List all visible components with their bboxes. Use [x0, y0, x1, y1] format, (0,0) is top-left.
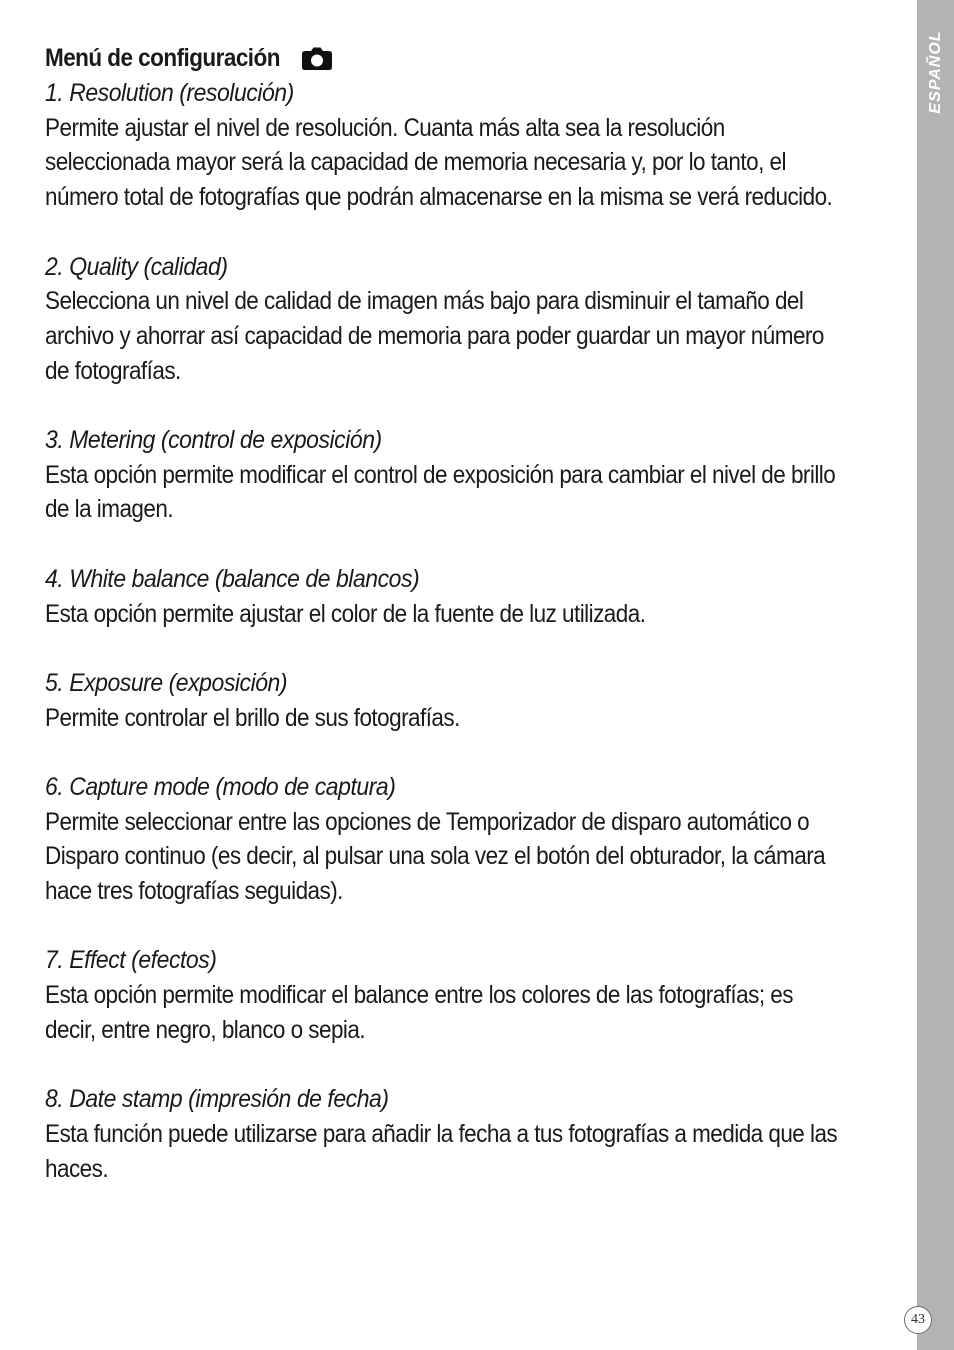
- settings-section: [45, 943, 910, 1047]
- body-line: Disparo continuo (es decir, al pulsar una sola vez el botón del obturador, la cámara: [45, 842, 826, 871]
- page-number: 43: [904, 1306, 932, 1334]
- section-heading: 4. White balance (balance de blancos): [45, 564, 420, 593]
- page-content: [45, 40, 910, 1221]
- body-line: hace tres fotografías seguidas).: [45, 877, 343, 906]
- body-line: número total de fotografías que podrán almacenarse en la misma se verá reducido.: [45, 183, 833, 212]
- title-row: [45, 40, 910, 76]
- body-line: archivo y ahorrar así capacidad de memoria para poder guardar un mayor número: [45, 321, 824, 350]
- body-line: haces.: [45, 1154, 109, 1183]
- settings-list: [45, 76, 910, 1186]
- body-line: Esta función puede utilizarse para añadir la fecha a tus fotografías a medida que las: [45, 1119, 838, 1148]
- section-body: [45, 458, 910, 527]
- camera-icon: [301, 47, 333, 71]
- body-line: decir, entre negro, blanco o sepia.: [45, 1015, 366, 1044]
- section-body: [45, 284, 910, 388]
- body-line: Esta opción permite modificar el control de exposición para cambiar el nivel de brillo: [45, 460, 836, 489]
- body-line: Permite controlar el brillo de sus fotografías.: [45, 703, 460, 732]
- body-line: seleccionada mayor será la capacidad de memoria necesaria y, por lo tanto, el: [45, 148, 786, 177]
- body-line: Selecciona un nivel de calidad de imagen más bajo para disminuir el tamaño del: [45, 287, 804, 316]
- section-heading: 7. Effect (efectos): [45, 946, 217, 975]
- section-heading: 6. Capture mode (modo de captura): [45, 772, 396, 801]
- settings-section: [45, 76, 910, 215]
- settings-section: [45, 666, 910, 735]
- language-sidebar: [917, 0, 954, 1350]
- section-heading: 1. Resolution (resolución): [45, 79, 294, 107]
- body-line: Permite ajustar el nivel de resolución. Cuanta más alta sea la resolución: [45, 113, 725, 142]
- section-heading: 3. Metering (control de exposición): [45, 426, 382, 454]
- section-body: [45, 701, 910, 736]
- body-line: Esta opción permite modificar el balance entre los colores de las fotografías; es: [45, 981, 793, 1010]
- page-title: Menú de configuración: [45, 44, 280, 72]
- body-line: Esta opción permite ajustar el color de la fuente de luz utilizada.: [45, 599, 646, 628]
- section-body: [45, 805, 910, 909]
- language-tab: [917, 22, 954, 122]
- settings-section: [45, 1082, 910, 1186]
- section-body: [45, 978, 910, 1047]
- section-heading: 5. Exposure (exposición): [45, 668, 288, 697]
- language-label: ESPAÑOL: [926, 30, 944, 114]
- section-body: [45, 597, 910, 632]
- settings-section: [45, 770, 910, 909]
- section-body: [45, 1117, 910, 1186]
- settings-section: [45, 250, 910, 389]
- body-line: Permite seleccionar entre las opciones de Temporizador de disparo automático o: [45, 807, 810, 836]
- section-heading: 2. Quality (calidad): [45, 252, 228, 281]
- section-heading: 8. Date stamp (impresión de fecha): [45, 1085, 389, 1114]
- section-body: [45, 111, 910, 215]
- settings-section: [45, 423, 910, 527]
- body-line: de fotografías.: [45, 356, 181, 385]
- settings-section: [45, 562, 910, 631]
- body-line: de la imagen.: [45, 495, 174, 524]
